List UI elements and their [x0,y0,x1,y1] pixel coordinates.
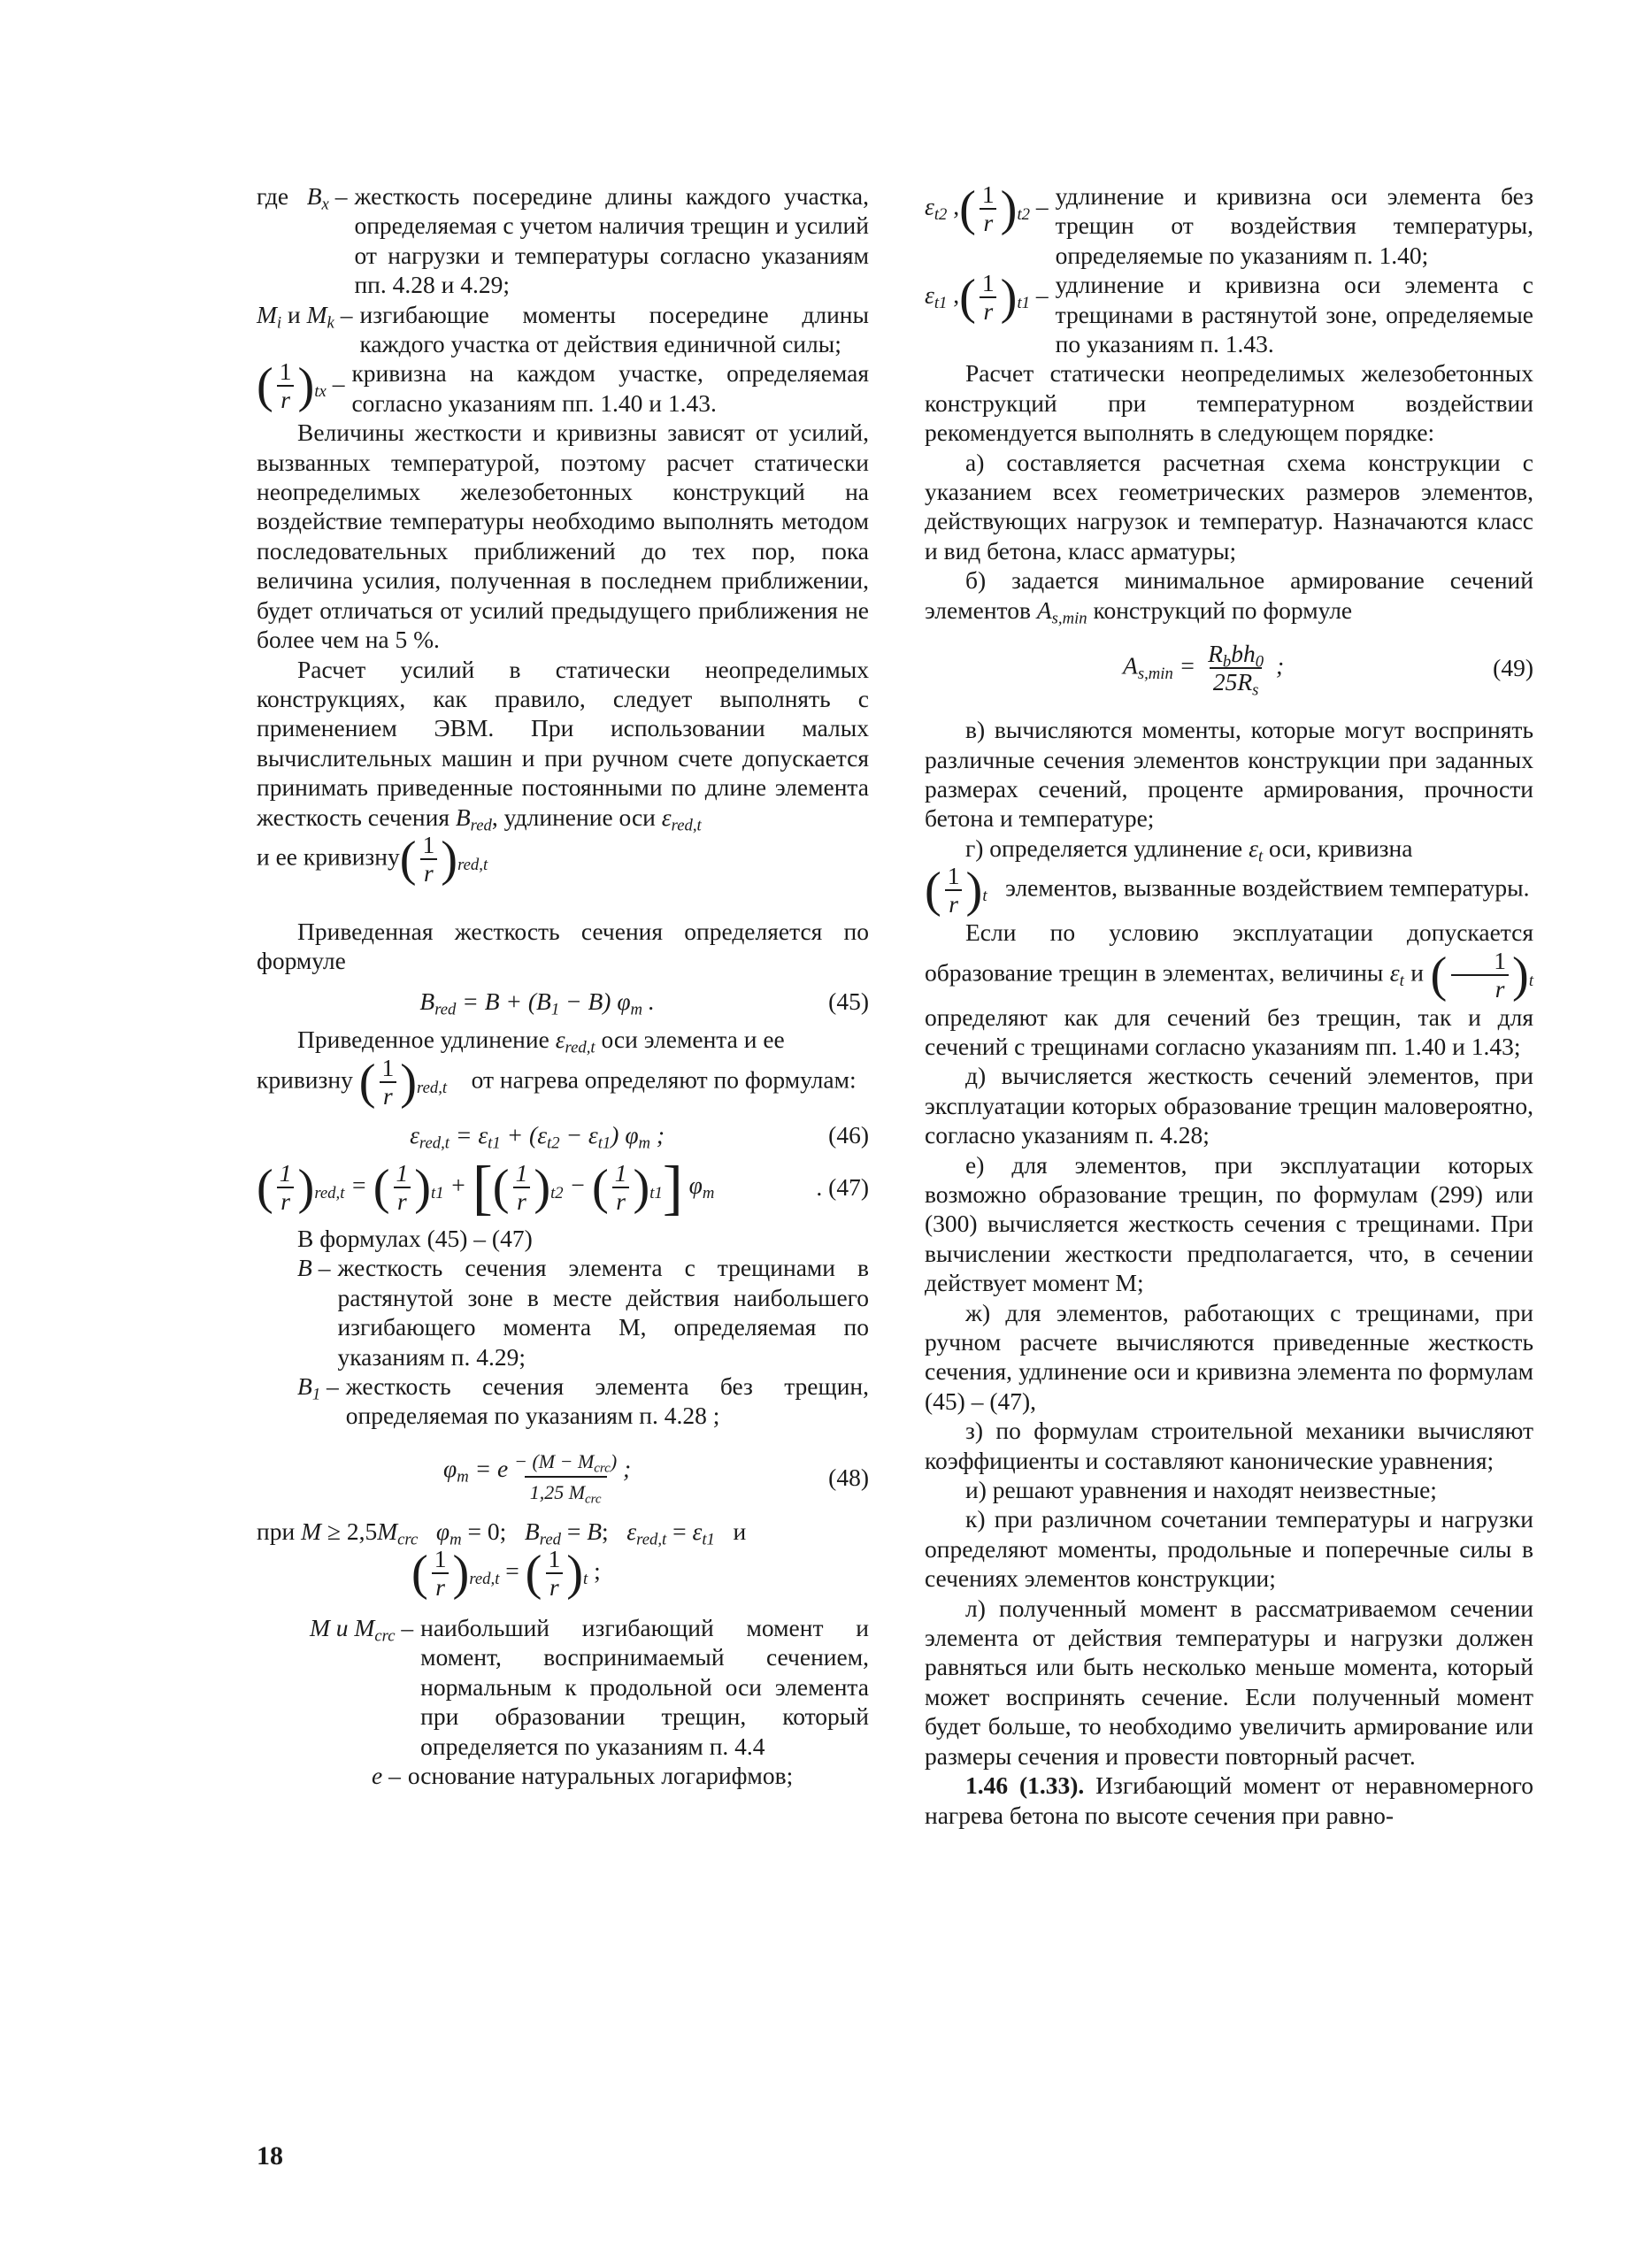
step-i: и) решают уравнения и находят неизвестные; [965,1476,1437,1504]
definition-B: B – жесткость сечения элемента с трещинами в растянутой зоне в месте действия наибольшего изгибающего момента M, определяемая по указаниям п. 4.29; [297,1254,869,1371]
right-column [925,181,1533,1830]
step-v: в) вычисляются моменты, которые могут воспринять различные сечения элементов конструкции при заданных размерах сечений, проценте армирования, прочности бетона и температуре; [925,716,1533,833]
definition-text: удлинение и кривизна оси элемента без трещин от воздействия температуры, определяемые по указаниям п. 1.40; [1055,182,1533,269]
paragraph-in-formulas: В формулах (45) – (47) [297,1224,533,1252]
definition-curvature-tx [257,358,869,418]
formula-46: $\varepsilon_{red,t} = \varepsilon_{t1} + (\varepsilon_{t2} - \varepsilon_{t1})$ $\varphi_m$ ; [410,1120,665,1153]
definition-text: удлинение и кривизна оси элемента с трещинами в растянутой зоне, определяемые по указаниям п. 1.43. [1055,271,1533,358]
definition-text: жесткость посередине длины каждого участка, определяемая с учетом наличия трещин и усилий от нагрузки и температуры согласно указаниям пп. 4.28 и 4.29; [354,182,869,299]
paragraph-curvature-formulas: кривизну ( $\frac{1}{r}$ )$_{red,t}$ от нагрева определяют по формулам: [257,1053,857,1110]
paragraph-iterations: Величины жесткости и кривизны зависят от усилий, вызванных температурой, поэтому расчет статически неопределимых железобетонных конструкций на воздействие температуры необходимо выполнять методом последовательных приближений до тех пор, пока величина усилия, полученная в последнем приближении, будет отличаться от усилий предыдущего приближения не более чем на 5 %. [257,419,869,654]
step-a: а) составляется расчетная схема конструкции с указанием всех геометрических размеров элементов, действующих нагрузок и температур. Назначаются класс и вид бетона, класс арматуры; [925,448,1533,565]
equation-45 [257,987,869,1019]
step-e: е) для элементов, при эксплуатации которых возможно образование трещин, по формулам (299) или (300) вычисляется жесткость сечения с трещинами. При вычислении жесткости предполагается, что, в сечении действует момент M; [925,1150,1533,1297]
equation-number: . (47) [816,1173,869,1202]
formula-48: $\varphi_m = e$ − $(M - M_{crc})$ 1,25 $M_{crc}$ ; [442,1449,632,1507]
definition-text: жесткость сечения элемента без трещин, определяемая по указаниям п. 4.28 ; [345,1372,869,1430]
equation-number: (46) [828,1120,869,1149]
definition-text: основание натуральных логарифмов; [407,1762,794,1790]
page-number: 18 [257,2141,283,2171]
paragraph-condition-curvature: ( $\frac{1}{r}$ )$_{red,t}$ = ( $\frac{1}{r}$ )$_t$ ; [411,1545,601,1602]
paragraph-curvature: и ее кривизну( $\frac{1}{r}$ )$_{red,t}$ [257,830,488,887]
formula-47: ( $\frac{1}{r}$ )$_{red,t}$ = ( $\frac{1}{r}$ )$_{t1}$ + [( $\frac{1}{r}$ )$_{t2}$ − ( $\frac{1}{r}$ )$_{t1}$] $\varphi_m$ [257,1153,715,1221]
paragraph-computer: Расчет усилий в статически неопределимых конструкциях, как правило, следует выполнять с применением ЭВМ. При использовании малых вычислительных машин и при ручном счете допускается принимать приведенные постоянными по длине элемента жесткость сечения $B_{red}$, удлинение оси $\varepsilon_{red,t}$ [257,655,869,835]
definition-et1: $\varepsilon_{t1}$ ,( $\frac{1}{r}$ )$_{t1}$ – удлинение и кривизна оси элемента с трещинами в растянутой зоне, определяемые по указаниям п. 1.43. [925,269,1533,358]
paragraph-reduced-stiffness: Приведенная жесткость сечения определяется по формуле [257,917,869,975]
step-l: л) полученный момент в рассматриваемом сечении элемента от действия температуры и нагрузки должен равняться или быть несколько меньше момента, который может воспринять сечение. Если полученный момент будет больше, то необходимо увеличить армирование или размеры сечения и провести повторный расчет. [925,1594,1533,1770]
definition-Bx: где $B_x$ – жесткость посередине длины каждого участка, определяемая с учетом наличия трещин и усилий от нагрузки и температуры согласно указаниям пп. 4.28 и 4.29; [257,182,869,299]
definition-M-Mcrc: M и $M_{crc}$ – наибольший изгибающий момент и момент, воспринимаемый сечением, нормальным к продольной оси элемента при образовании трещин, который определяется по указаниям п. 4.4 [310,1614,869,1760]
definition-text: наибольший изгибающий момент и момент, воспринимаемый сечением, нормальным к продольной оси элемента при образовании трещин, который определяется по указаниям п. 4.4 [420,1614,869,1760]
paragraph-condition: при $M \ge 2,5M_{crc}$ $\varphi_m = 0$; $B_{red} = B$; $\varepsilon_{red,t} = \varepsilon_{t1}$ и [257,1517,747,1549]
equation-number: (49) [1493,654,1533,682]
step-d: д) вычисляется жесткость сечений элементов, при эксплуатации которых образование трещин маловероятно, согласно указаниям п. 4.28; [925,1062,1533,1149]
paragraph-procedure: Расчет статически неопределимых железобетонных конструкций при температурном воздействии рекомендуется выполнять в следующем порядке: [925,359,1533,447]
step-b: б) задается минимальное армирование сечений элементов $A_{s,min}$ конструкций по формуле [925,566,1533,628]
formula-45: $B_{red} = B + (B_1 - B)$ $\varphi_m$ . [419,987,655,1019]
equation-number: (45) [828,987,869,1015]
definition-et2: $\varepsilon_{t2}$ ,( $\frac{1}{r}$ )$_{t2}$ – удлинение и кривизна оси элемента без трещин от воздействия температуры, определяемые по указаниям п. 1.40; [925,181,1533,269]
equation-48 [257,1447,869,1508]
equation-49 [925,640,1533,700]
definition-B1: $B_1$ – жесткость сечения элемента без трещин, определяемая по указаниям п. 4.28 ; [297,1372,869,1430]
equation-47 [257,1153,869,1221]
equation-46 [257,1120,869,1153]
step-z: з) по формулам строительной механики вычисляют коэффициенты и составляют канонические уравнения; [925,1417,1533,1474]
definition-text: изгибающие моменты посередине длины каждого участка от действия единичной силы; [359,300,869,358]
definition-e: e – основание натуральных логарифмов; [257,1761,869,1790]
formula-49: $A_{s,min}$ = $\frac{R_bbh_0}{25R_s}$ ; [1123,640,1285,700]
step-zh: ж) для элементов, работающих с трещинами, при ручном расчете вычисляются приведенные жесткость сечения, удлинение оси и кривизна элемента по формулам (45) – (47), [925,1298,1533,1415]
curvature-symbol: ( $\frac{1}{r}$ )$_{tx}$ – [257,357,345,414]
definition-text: жесткость сечения элемента с трещинами в растянутой зоне в месте действия наибольшего изгибающего момента M, определяемая по указаниям п. 4.29; [337,1254,869,1371]
step-k: к) при различном сочетании температуры и нагрузки определяют моменты, продольные и поперечные силы в сечениях элементов конструкции; [925,1505,1533,1593]
definition-text: кривизна на каждом участке, определяемая согласно указаниям пп. 1.40 и 1.43. [351,359,869,417]
paragraph-reduced-elongation: Приведенное удлинение $\varepsilon_{red,t}$ оси элемента и ее [297,1026,785,1057]
step-g: г) определяется удлинение $\varepsilon_t$ оси, кривизна [965,834,1413,866]
section-1-46: 1.46 (1.33). Изгибающий момент от неравномерного нагрева бетона по высоте сечения при равно- [925,1771,1533,1829]
step-g-continued: ( $\frac{1}{r}$ )$_t$ элементов, вызванные воздействием температуры. [925,862,1530,918]
left-column [257,181,869,1790]
equation-number: (48) [828,1463,869,1491]
definition-Mi-Mk: $M_i$ и $M_k$ – изгибающие моменты посередине длины каждого участка от действия единичной силы; [257,300,869,358]
paragraph-cracks: Если по условию эксплуатации допускается образование трещин в элементах, величины $\varepsilon_t$ и ( $\frac{1}{r}$ )$_t$ определяют как для сечений без трещин, так и для сечений с трещинами согласно указаниям пп. 1.40 и 1.43; [925,918,1534,1060]
